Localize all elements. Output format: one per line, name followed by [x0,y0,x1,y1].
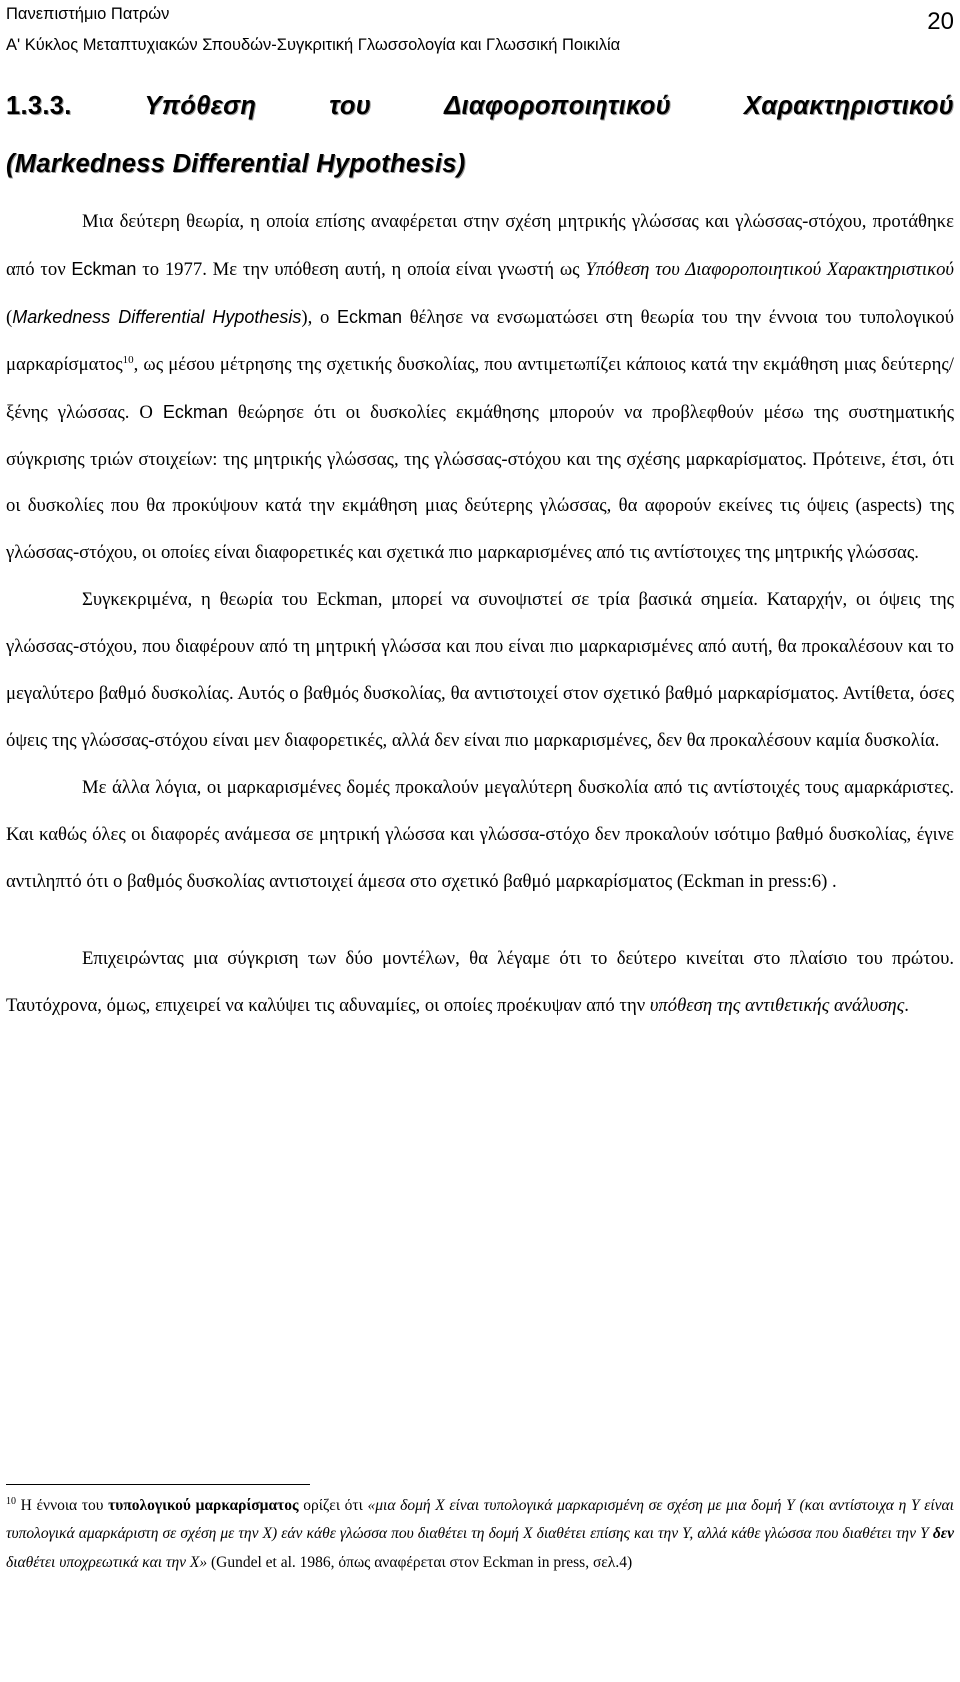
footnote-definition-end: διαθέτει υποχρεωτικά και την X» [6,1553,208,1571]
p1-eckman-2: Eckman [337,306,403,327]
p1-text-g: θεώρησε ότι οι δυσκολίες εκμάθησης μπορούν να προβλεφθούν μέσω της συστηματικής σύγκρισης τριών στοιχείων: της μητρικής γλώσσας, της γλώσσας-στόχου και της σχέσης μαρκαρίσματος. Πρότεινε, έτσι, ότι οι δυσκολίες που θα προκύψουν κατά την εκμάθηση μιας δεύτερης γλώσσας, θα αφορούν εκείνες τις όψεις (aspects) της γλώσσας-στόχου, οι οποίες είναι διαφορετικές και σχετικά πιο μαρκαρισμένες από τις αντίστοιχες της μητρικής γλώσσας. [6,401,954,564]
p4-text-a: Επιχειρώντας μια σύγκριση των δύο μοντέλων, θα λέγαμε ότι το δεύτερο κινείται στο πλαίσιο του πρώτου. Ταυτόχρονα, όμως, επιχειρεί να καλύψει τις αδυναμίες, οι οποίες προέκυψαν από την [6,947,954,1016]
p1-text-f: , ως μέσου μέτρησης της σχετικής δυσκολίας, που αντιμετωπίζει κάποιος κατά την εκμάθηση μιας δεύτερης/ ξένης γλώσσας. Ο [6,353,954,423]
p1-text-b: το 1977. Με την υπόθεση αυτή, η οποία είναι γνωστή ως [136,258,586,280]
footnote-bold-italic: δεν [932,1525,954,1543]
section-title-word: Χαρακτηριστικού [743,92,954,120]
p1-italic-greek-term: Υπόθεση του Διαφοροποιητικού Χαρακτηριστικού [585,258,954,280]
p1-text-d: ), ο [301,306,337,328]
paragraph-4 [6,936,954,1030]
footnote-definition: «μια δομή X είναι τυπολογικά μαρκαρισμένη σε σχέση με μια δομή Y (και αντίστοιχα η Y είναι τυπολογικά αμαρκάριστη σε σχέση με την X) εάν κάθε γλώσσα που διαθέτει τη δομή X διαθέτει επίσης και την Y, αλλά κάθε γλώσσα που διαθέτει την Y [6,1497,954,1543]
section-title-word: Υπόθεση [144,92,257,120]
footnote-citation: (Gundel et al. 1986, όπως αναφέρεται στον Eckman in press, σελ.4) [207,1553,633,1571]
section-subtitle: (Markedness Differential Hypothesis) [6,150,466,178]
footnote-bold-term: τυπολογικού μαρκαρίσματος [108,1497,299,1514]
header-program: Α' Κύκλος Μεταπτυχιακών Σπουδών-Συγκριτική Γλωσσολογία και Γλωσσική Ποικιλία [6,36,621,54]
page-header [6,4,954,62]
section-title-word: Διαφοροποιητικού [444,92,672,120]
footnote-text-b: ορίζει ότι [298,1497,368,1514]
paragraph-3: Με άλλα λόγια, οι μαρκαρισμένες δομές προκαλούν μεγαλύτερη δυσκολία από τις αντίστοιχές τους αμαρκάριστες. Και καθώς όλες οι διαφορές ανάμεσα σε μητρική γλώσσα και γλώσσα-στόχο δεν προκαλούν ισότιμο βαθμό δυσκολίας, έγινε αντιληπτό ότι ο βαθμός δυσκολίας αντιστοιχεί άμεσα στο σχετικό βαθμό μαρκαρίσματος (Eckman in press:6) . [6,776,954,892]
section-number: 1.3.3. [6,92,72,120]
header-university: Πανεπιστήμιο Πατρών [6,5,170,23]
p1-italic-english-term: Markedness Differential Hypothesis [12,306,302,327]
paragraph-2: Συγκεκριμένα, η θεωρία του Eckman, μπορεί να συνοψιστεί σε τρία βασικά σημεία. Καταρχήν, οι όψεις της γλώσσας-στόχου, που διαφέρουν από τη μητρική γλώσσα και που είναι πιο μαρκαρισμένες από αυτή, θα προκαλέσουν και το μεγαλύτερο βαθμό δυσκολίας. Αυτός ο βαθμός δυσκολίας, θα αντιστοιχεί στον σχετικό βαθμό μαρκαρίσματος. Αντίθετα, όσες όψεις της γλώσσας-στόχου είναι μεν διαφορετικές, αλλά δεν είναι πιο μαρκαρισμένες, δεν θα προκαλέσουν καμία δυσκολία. [6,589,954,751]
p1-eckman-1: Eckman [71,258,137,279]
footnote [6,1492,954,1577]
footnote-reference: 10 [122,353,134,366]
page-number: 20 [927,8,954,35]
section-title-word: του [329,92,372,120]
p1-text-e: θέλησε να ενσωματώσει στη θεωρία του την έννοια του τυπολογικού μαρκαρίσματος [6,306,955,375]
footnote-separator [6,1484,310,1485]
p4-text-b: . [904,994,909,1016]
paragraph-1 [6,199,954,577]
footnote-number: 10 [6,1495,16,1507]
p4-italic-term: υπόθεση της αντιθετικής ανάλυσης [649,994,905,1016]
section-heading [6,92,954,121]
p1-text-c: ( [6,306,13,328]
body-text [6,199,954,1029]
footnote-text-a: Η έννοια του [16,1497,109,1514]
p1-text-a: Μια δεύτερη θεωρία, η οποία επίσης αναφέρεται στην σχέση μητρικής γλώσσας και γλώσσας-στόχου, προτάθηκε από τον [6,211,954,280]
p1-eckman-3: Eckman [162,401,228,422]
